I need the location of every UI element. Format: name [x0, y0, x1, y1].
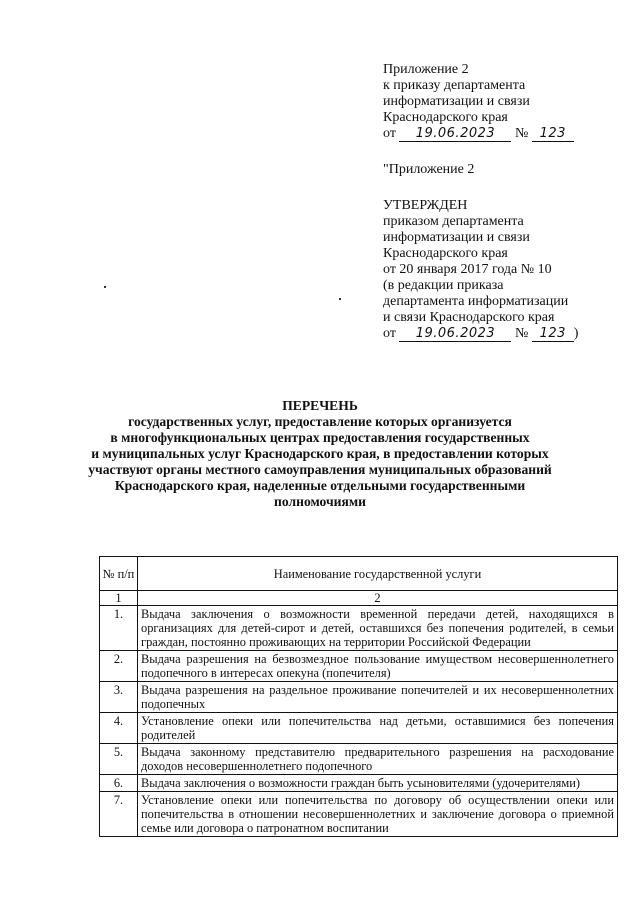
services-table [99, 556, 618, 837]
handwritten-number: 123 [532, 126, 574, 142]
handwritten-number: 123 [532, 326, 574, 342]
annex-line: к приказу департамента [383, 78, 526, 93]
index-cell: 1 [100, 591, 138, 606]
number-label: № [514, 126, 529, 141]
approved-annex-label: "Приложение 2 [383, 162, 475, 177]
row-number: 7. [100, 792, 138, 837]
row-number: 4. [100, 713, 138, 744]
approved-line: от 20 января 2017 года № 10 [383, 262, 552, 277]
annex-block [383, 62, 633, 342]
approved-date-line [383, 326, 633, 342]
header-name-cell: Наименование государственной услуги [138, 557, 618, 591]
heading-line: государственных услуг, предоставление которых организуется [128, 414, 512, 429]
annex-date-line [383, 126, 633, 142]
row-service-name: Установление опеки или попечительства над детьми, оставшимися без попечения родителей [138, 713, 618, 744]
index-cell: 2 [138, 591, 618, 606]
table-index-row [100, 591, 618, 606]
table-row [100, 713, 618, 744]
table-row [100, 651, 618, 682]
approved-line: информатизации и связи [383, 230, 530, 245]
heading-line: и муниципальных услуг Краснодарского края, в предоставлении которых [91, 446, 549, 461]
heading-line: в многофункциональных центрах предоставления государственных [110, 430, 530, 445]
table-row [100, 606, 618, 651]
table-header-row [100, 557, 618, 591]
row-number: 5. [100, 744, 138, 775]
table-row [100, 792, 618, 837]
row-service-name: Выдача заключения о возможности граждан быть усыновителями (удочерителями) [138, 775, 618, 792]
annex-line: Краснодарского края [383, 110, 508, 125]
annex-line: информатизации и связи [383, 94, 530, 109]
table-row [100, 775, 618, 792]
row-service-name: Выдача заключения о возможности временной передачи детей, находящихся в организациях для детей-сирот и детей, оставшихся без попечения родителей, в семьи граждан, постоянно проживающих на территории Российской Федерации [138, 606, 618, 651]
heading-title: ПЕРЕЧЕНЬ [282, 398, 358, 413]
approved-line: и связи Краснодарского края [383, 310, 555, 325]
row-number: 3. [100, 682, 138, 713]
row-number: 2. [100, 651, 138, 682]
row-service-name: Выдача разрешения на раздельное проживание попечителей и их несовершеннолетних подопечных [138, 682, 618, 713]
table-row [100, 682, 618, 713]
annex-title: Приложение 2 [383, 62, 469, 77]
heading-line: Краснодарского края, наделенные отдельными государственными [114, 478, 526, 493]
row-service-name: Выдача законному представителю предварительного разрешения на расходование доходов несовершеннолетнего подопечного [138, 744, 618, 775]
approved-line: приказом департамента [383, 214, 524, 229]
scan-speck [339, 298, 341, 300]
heading-line: участвуют органы местного самоуправления муниципальных образований [88, 462, 552, 477]
handwritten-date: 19.06.2023 [399, 326, 511, 342]
row-number: 1. [100, 606, 138, 651]
heading-line: полномочиями [274, 494, 366, 509]
table-row [100, 744, 618, 775]
row-service-name: Выдача разрешения на безвозмездное пользование имуществом несовершеннолетнего подопечного в интересах опекуна (попечителя) [138, 651, 618, 682]
closing-paren: ) [573, 326, 579, 341]
row-number: 6. [100, 775, 138, 792]
from-label: от [383, 126, 396, 141]
row-service-name: Установление опеки или попечительства по договору об осуществлении опеки или попечительства в отношении несовершеннолетних и заключение договора о приемной семье или договора о патронатном воспитании [138, 792, 618, 837]
approved-line: Краснодарского края [383, 246, 508, 261]
approved-title: УТВЕРЖДЕН [383, 198, 468, 213]
document-heading [60, 398, 580, 510]
from-label: от [383, 326, 396, 341]
approved-line: департамента информатизации [383, 294, 569, 309]
header-num-cell: № п/п [100, 557, 138, 591]
number-label: № [514, 326, 529, 341]
approved-line: (в редакции приказа [383, 278, 504, 293]
handwritten-date: 19.06.2023 [399, 126, 511, 142]
scan-speck [104, 286, 106, 288]
